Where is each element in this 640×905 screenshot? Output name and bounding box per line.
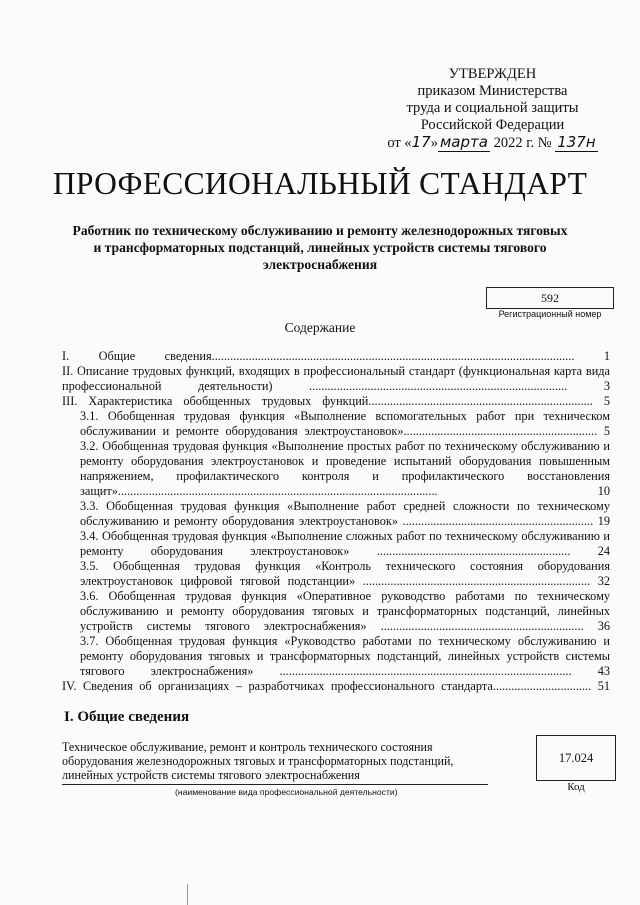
scan-mark — [187, 884, 188, 905]
toc-entry-text: 3.7. Обобщенная трудовая функция «Руководство работами по техническому обслуживанию и ремонту оборудования тяговых и трансформаторных подстанций, линейных устройств системы тягового электроснабжения» ............................................................................................... — [80, 634, 610, 678]
toc-entry[interactable] — [62, 394, 610, 409]
toc-entry-page: 5 — [603, 424, 610, 438]
toc-entry-page: 24 — [597, 544, 610, 558]
toc-entry-text: 3.5. Обобщенная трудовая функция «Контроль технического состояния оборудования электроустановок цифровой тяговой подстанции» .......................................................................... — [80, 559, 610, 588]
date-mid: » — [430, 135, 438, 151]
approval-block — [380, 66, 605, 152]
handwritten-month: марта — [439, 133, 488, 151]
table-of-contents — [62, 349, 610, 694]
approval-line: УТВЕРЖДЕН — [448, 66, 537, 82]
toc-entry-page: 43 — [597, 664, 610, 678]
toc-entry-text: 3.4. Обобщенная трудовая функция «Выполнение сложных работ по техническому обслуживанию и ремонту оборудования электроустановок» ............................................................... — [80, 529, 610, 558]
approval-line: Российской Федерации — [420, 117, 565, 133]
activity-underline — [62, 784, 488, 785]
toc-entry-page: 19 — [597, 514, 610, 528]
activity-code-caption: Код — [567, 781, 585, 793]
activity-code-box: 17.024 — [536, 735, 616, 781]
document-subtitle: Работник по техническому обслуживанию и ремонту железнодорожных тяговых и трансформаторных подстанций, линейных устройств системы тягового электроснабжения — [72, 223, 568, 272]
registration-number-caption: Регистрационный номер — [498, 309, 602, 319]
toc-entry[interactable] — [80, 589, 610, 634]
toc-entry-text: IV. Сведения об организациях – разработчиках профессионального стандарта................................ — [62, 679, 592, 693]
registration-number-box: 592 — [486, 287, 614, 309]
toc-entry-text: I. Общие сведения...................................................................................................................... — [62, 349, 575, 363]
toc-entry-text: III. Характеристика обобщенных трудовых функций......................................................................... — [62, 394, 593, 408]
date-prefix: от « — [387, 135, 412, 151]
toc-entry[interactable] — [62, 349, 610, 364]
toc-entry-page: 5 — [603, 394, 610, 408]
toc-entry[interactable] — [62, 679, 610, 694]
handwritten-day: 17 — [411, 133, 431, 151]
activity-name: Техническое обслуживание, ремонт и контроль технического состояния оборудования железнодорожных тяговых и трансформаторных подстанций, линейных устройств системы тягового электроснабжения — [62, 740, 454, 782]
toc-entry-text: 3.3. Обобщенная трудовая функция «Выполнение работ средней сложности по техническому обслуживанию и ремонту оборудования электроустановок» .............................................................. — [80, 499, 610, 528]
toc-entry[interactable] — [80, 409, 610, 439]
handwritten-order-number: 137н — [557, 133, 596, 151]
toc-entry-page: 51 — [597, 679, 610, 693]
date-year: 2022 г. № — [489, 135, 556, 151]
activity-caption: (наименование вида профессиональной деятельности) — [175, 787, 398, 797]
approval-line: приказом Министерства — [417, 83, 568, 99]
toc-entry-page: 1 — [603, 349, 610, 363]
section-heading: I. Общие сведения — [64, 709, 190, 725]
document-title: ПРОФЕССИОНАЛЬНЫЙ СТАНДАРТ — [52, 166, 588, 201]
toc-entry-text: 3.6. Обобщенная трудовая функция «Оперативное руководство работами по техническому обслуживанию и ремонту оборудования тяговых и трансформаторных подстанций, линейных устройств системы тягового электроснабжения» .................................................................. — [80, 589, 610, 633]
toc-entry-page: 36 — [597, 619, 610, 633]
toc-entry-page: 10 — [597, 484, 610, 498]
approval-line: труда и социальной защиты — [406, 100, 579, 116]
toc-entry[interactable] — [80, 439, 610, 499]
approval-date-line — [380, 134, 605, 152]
toc-entry-page: 32 — [597, 574, 610, 588]
toc-entry[interactable] — [80, 559, 610, 589]
toc-entry[interactable] — [80, 634, 610, 679]
toc-entry-text: 3.2. Обобщенная трудовая функция «Выполнение простых работ по техническому обслуживанию и ремонту оборудования электроустановок и проведение испытаний оборудования повышенным напряжением, профилактического контроля и профилактического восстановления защит»........................................................................................................ — [80, 439, 610, 498]
contents-heading: Содержание — [284, 320, 356, 335]
toc-entry-text: II. Описание трудовых функций, входящих в профессиональный стандарт (функциональная карта вида профессиональной деятельности) .................................................................................... — [62, 364, 610, 393]
toc-entry[interactable] — [80, 529, 610, 559]
toc-entry-page: 3 — [603, 379, 610, 393]
toc-entry-text: 3.1. Обобщенная трудовая функция «Выполнение вспомогательных работ при техническом обслуживании и ремонте оборудования электроустановок»............................................................... — [80, 409, 610, 438]
toc-entry[interactable] — [62, 364, 610, 394]
toc-entry[interactable] — [80, 499, 610, 529]
